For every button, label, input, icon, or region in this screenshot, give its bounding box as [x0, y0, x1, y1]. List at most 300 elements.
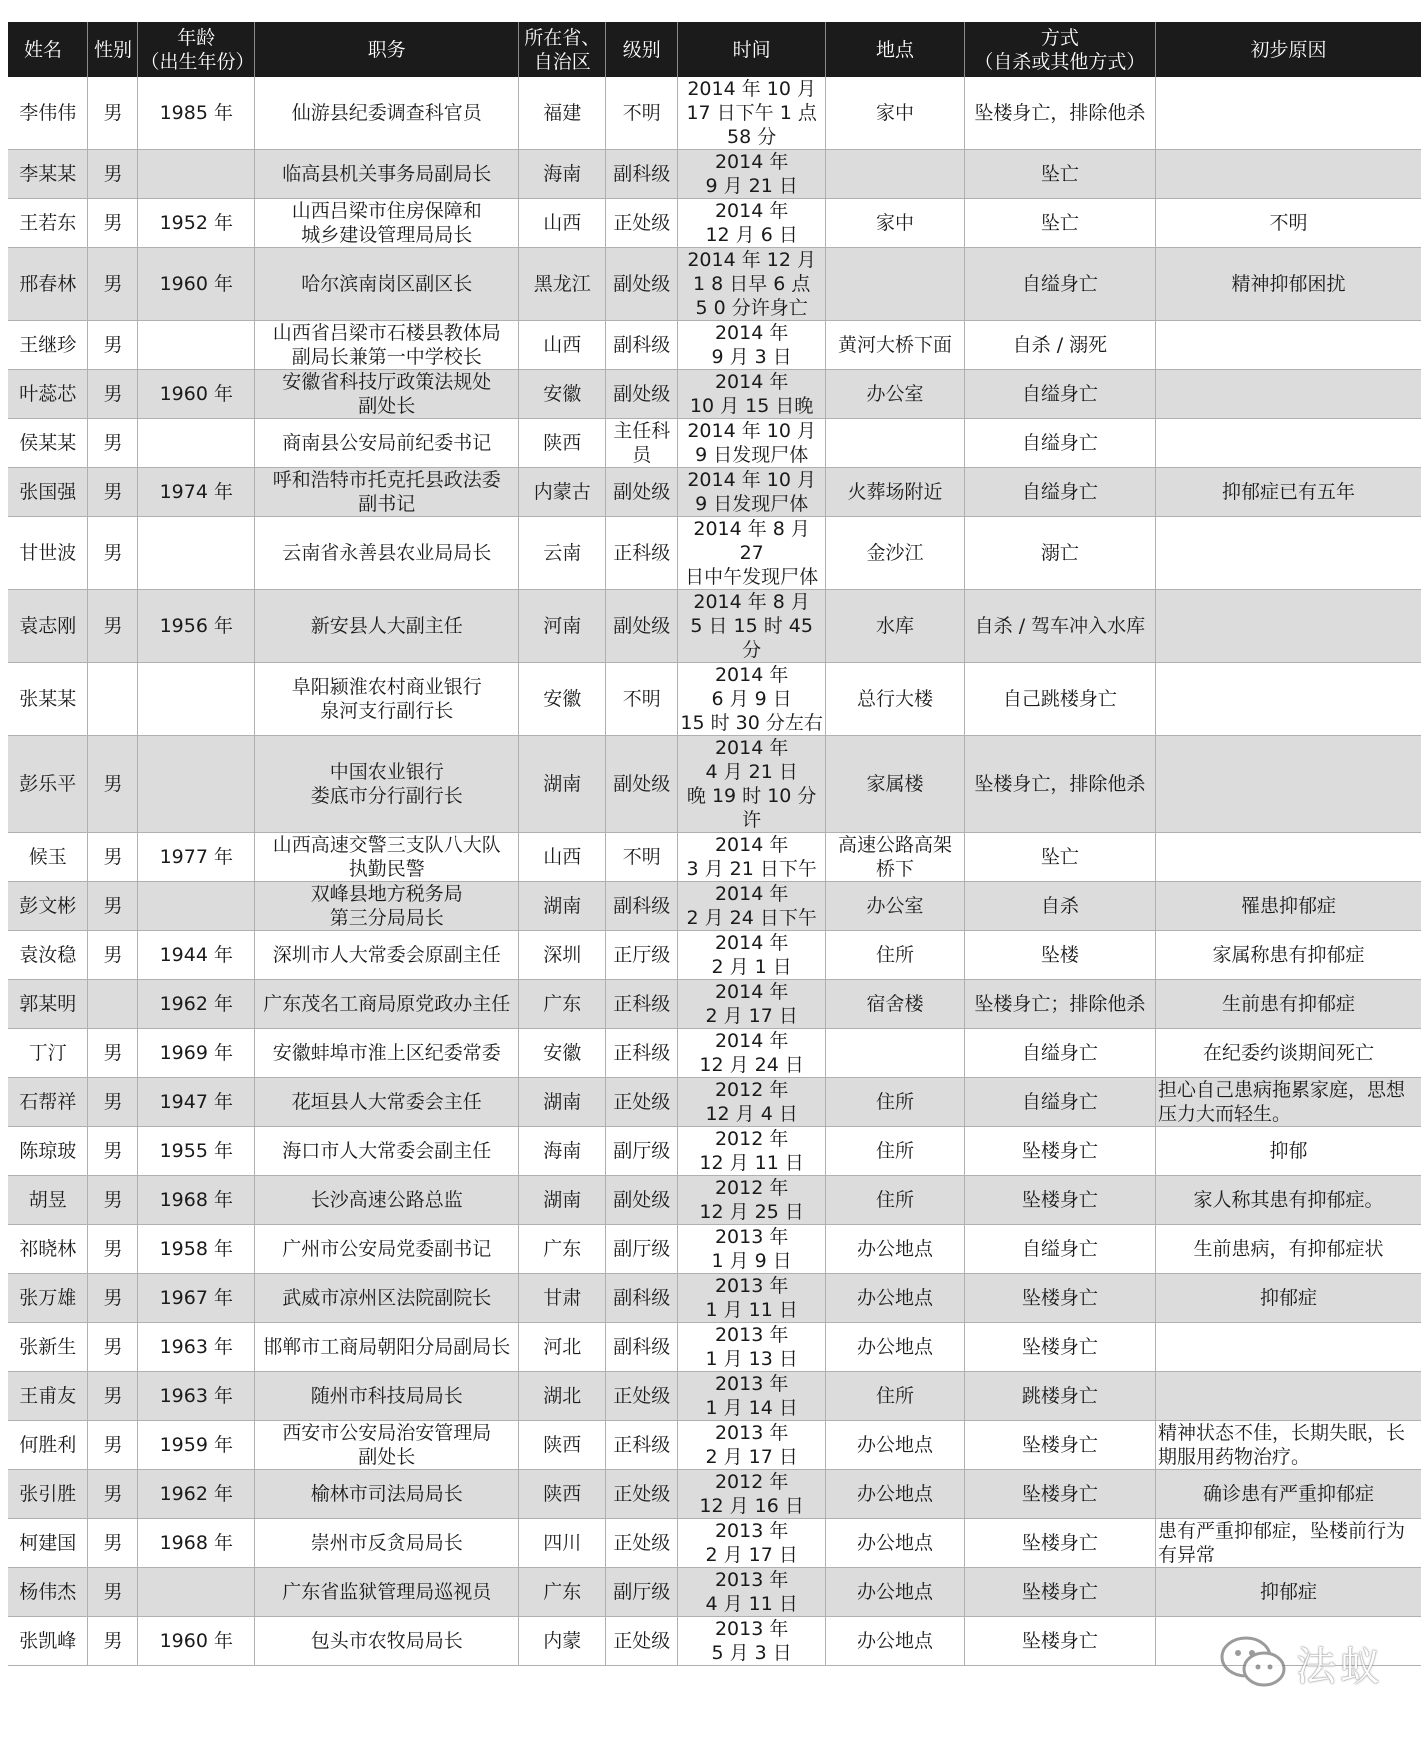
cell-method: 坠亡: [964, 833, 1155, 882]
cell-rank: 副处级: [606, 590, 678, 663]
cell-province: 广东: [519, 1568, 606, 1617]
cell-time: 2013 年 1 月 14 日: [678, 1372, 826, 1421]
cell-name: 王甫友: [8, 1372, 88, 1421]
cell-gender: 男: [88, 1519, 138, 1568]
cell-time: 2013 年 5 月 3 日: [678, 1617, 826, 1666]
cell-name: 侯某某: [8, 419, 88, 468]
cell-rank: 副处级: [606, 370, 678, 419]
cell-age: 1968 年: [138, 1519, 255, 1568]
cell-name: 李伟伟: [8, 77, 88, 150]
cell-reason: [1155, 1372, 1421, 1421]
cell-gender: 男: [88, 1617, 138, 1666]
cell-age: 1963 年: [138, 1323, 255, 1372]
cell-reason: 担心自己患病拖累家庭，思想 压力大而轻生。: [1155, 1078, 1421, 1127]
cell-place: 办公室: [826, 370, 965, 419]
cell-rank: 主任科 员: [606, 419, 678, 468]
cell-time: 2014 年 10 月 15 日晚: [678, 370, 826, 419]
cell-position: 阜阳颍淮农村商业银行 泉河支行副行长: [255, 663, 519, 736]
wechat-icon: [1218, 1633, 1290, 1691]
cell-time: 2014 年 9 月 3 日: [678, 321, 826, 370]
cell-name: 王继珍: [8, 321, 88, 370]
cell-province: 陕西: [519, 1470, 606, 1519]
cell-position: 商南县公安局前纪委书记: [255, 419, 519, 468]
cell-reason: 在纪委约谈期间死亡: [1155, 1029, 1421, 1078]
cell-rank: 正处级: [606, 1617, 678, 1666]
table-row: [8, 1029, 1421, 1078]
cell-province: 湖南: [519, 736, 606, 833]
cell-method: 坠楼身亡，排除他杀: [964, 736, 1155, 833]
cell-method: 坠亡: [964, 150, 1155, 199]
cell-place: 办公室: [826, 882, 965, 931]
cell-age: 1944 年: [138, 931, 255, 980]
cell-age: 1962 年: [138, 980, 255, 1029]
cell-age: 1985 年: [138, 77, 255, 150]
cell-province: 湖南: [519, 882, 606, 931]
cell-province: 湖北: [519, 1372, 606, 1421]
table-row: [8, 1176, 1421, 1225]
cell-province: 安徽: [519, 663, 606, 736]
cell-rank: 副科级: [606, 1323, 678, 1372]
cell-age: [138, 517, 255, 590]
cell-age: [138, 419, 255, 468]
cell-gender: 男: [88, 1127, 138, 1176]
cell-position: 哈尔滨南岗区副区长: [255, 248, 519, 321]
cell-rank: 副厅级: [606, 1568, 678, 1617]
cell-place: 家中: [826, 199, 965, 248]
cell-rank: 正处级: [606, 1519, 678, 1568]
cell-age: [138, 736, 255, 833]
cell-place: 办公地点: [826, 1617, 965, 1666]
cell-province: 海南: [519, 1127, 606, 1176]
cell-age: [138, 150, 255, 199]
cell-method: 自缢身亡: [964, 370, 1155, 419]
cell-name: 胡昱: [8, 1176, 88, 1225]
header-reason: 初步原因: [1155, 22, 1421, 77]
cell-place: 办公地点: [826, 1470, 965, 1519]
cell-position: 包头市农牧局局长: [255, 1617, 519, 1666]
cell-age: 1969 年: [138, 1029, 255, 1078]
header-method: 方式 （自杀或其他方式）: [964, 22, 1155, 77]
table-row: [8, 663, 1421, 736]
cell-name: 邢春林: [8, 248, 88, 321]
cell-gender: 男: [88, 833, 138, 882]
watermark: [1218, 1633, 1403, 1695]
cell-place: 高速公路高架 桥下: [826, 833, 965, 882]
cell-method: 坠楼身亡: [964, 1127, 1155, 1176]
cell-place: 办公地点: [826, 1568, 965, 1617]
cell-time: 2012 年 12 月 16 日: [678, 1470, 826, 1519]
cell-position: 花垣县人大常委会主任: [255, 1078, 519, 1127]
cell-time: 2014 年 10 月 17 日下午 1 点 58 分: [678, 77, 826, 150]
cell-rank: 副厅级: [606, 1225, 678, 1274]
cell-position: 随州市科技局局长: [255, 1372, 519, 1421]
cell-time: 2014 年 8 月 27 日中午发现尸体: [678, 517, 826, 590]
cell-method: 坠楼身亡: [964, 1421, 1155, 1470]
cell-method: 坠楼身亡: [964, 1617, 1155, 1666]
cell-rank: 正处级: [606, 199, 678, 248]
cell-province: 山西: [519, 321, 606, 370]
cell-method: 自缢身亡: [964, 468, 1155, 517]
cell-province: 湖南: [519, 1176, 606, 1225]
cell-age: [138, 1568, 255, 1617]
cell-name: 叶蕊芯: [8, 370, 88, 419]
cell-gender: 男: [88, 736, 138, 833]
cell-time: 2013 年 1 月 13 日: [678, 1323, 826, 1372]
cell-time: 2012 年 12 月 25 日: [678, 1176, 826, 1225]
cell-method: 自缢身亡: [964, 1225, 1155, 1274]
cell-reason: 罹患抑郁症: [1155, 882, 1421, 931]
table-row: [8, 1323, 1421, 1372]
cell-method: 自杀 / 溺死: [964, 321, 1155, 370]
cell-method: 跳楼身亡: [964, 1372, 1155, 1421]
cell-method: 坠楼身亡: [964, 1323, 1155, 1372]
cell-method: 自缢身亡: [964, 1078, 1155, 1127]
header-place: 地点: [826, 22, 965, 77]
cell-place: [826, 1029, 965, 1078]
cell-rank: 副科级: [606, 1274, 678, 1323]
table-row: [8, 321, 1421, 370]
cell-reason: [1155, 150, 1421, 199]
cell-method: 自己跳楼身亡: [964, 663, 1155, 736]
cell-rank: 副处级: [606, 1176, 678, 1225]
cell-place: [826, 150, 965, 199]
cell-name: 张新生: [8, 1323, 88, 1372]
cell-gender: 男: [88, 590, 138, 663]
cell-place: 金沙江: [826, 517, 965, 590]
cell-time: 2014 年 3 月 21 日下午: [678, 833, 826, 882]
cell-position: 安徽蚌埠市淮上区纪委常委: [255, 1029, 519, 1078]
cell-method: 坠楼身亡: [964, 1274, 1155, 1323]
cell-reason: 抑郁症已有五年: [1155, 468, 1421, 517]
cell-reason: [1155, 321, 1421, 370]
cell-time: 2014 年 4 月 21 日 晚 19 时 10 分许: [678, 736, 826, 833]
cell-time: 2014 年 2 月 1 日: [678, 931, 826, 980]
cell-position: 西安市公安局治安管理局 副处长: [255, 1421, 519, 1470]
cell-province: 海南: [519, 150, 606, 199]
cell-time: 2014 年 6 月 9 日 15 时 30 分左右: [678, 663, 826, 736]
cell-place: 办公地点: [826, 1274, 965, 1323]
cell-rank: 正科级: [606, 1029, 678, 1078]
cell-place: 宿舍楼: [826, 980, 965, 1029]
cell-name: 张国强: [8, 468, 88, 517]
cell-province: 云南: [519, 517, 606, 590]
cell-rank: 不明: [606, 77, 678, 150]
cell-rank: 副科级: [606, 321, 678, 370]
table-row: [8, 1127, 1421, 1176]
table-row: [8, 199, 1421, 248]
cell-age: 1947 年: [138, 1078, 255, 1127]
table-row: [8, 1372, 1421, 1421]
cell-rank: 副处级: [606, 248, 678, 321]
cell-province: 安徽: [519, 370, 606, 419]
cell-reason: [1155, 833, 1421, 882]
cell-place: 办公地点: [826, 1519, 965, 1568]
cell-age: 1959 年: [138, 1421, 255, 1470]
cell-province: 广东: [519, 980, 606, 1029]
cell-reason: [1155, 419, 1421, 468]
table-row: [8, 833, 1421, 882]
cell-age: 1955 年: [138, 1127, 255, 1176]
cell-name: 李某某: [8, 150, 88, 199]
cell-age: 1968 年: [138, 1176, 255, 1225]
table-row: [8, 468, 1421, 517]
cell-reason: 家人称其患有抑郁症。: [1155, 1176, 1421, 1225]
cell-position: 长沙高速公路总监: [255, 1176, 519, 1225]
cell-time: 2014 年 12 月 1 8 日早 6 点 5 0 分许身亡: [678, 248, 826, 321]
cell-reason: [1155, 517, 1421, 590]
cell-age: [138, 321, 255, 370]
table-row: [8, 517, 1421, 590]
cell-place: 火葬场附近: [826, 468, 965, 517]
cell-place: 家属楼: [826, 736, 965, 833]
cell-gender: 男: [88, 199, 138, 248]
cell-position: 榆林市司法局局长: [255, 1470, 519, 1519]
cell-place: 办公地点: [826, 1225, 965, 1274]
cell-position: 双峰县地方税务局 第三分局局长: [255, 882, 519, 931]
cell-reason: 患有严重抑郁症，坠楼前行为 有异常: [1155, 1519, 1421, 1568]
cell-place: 总行大楼: [826, 663, 965, 736]
cell-province: 湖南: [519, 1078, 606, 1127]
cell-time: 2014 年 8 月 5 日 15 时 45 分: [678, 590, 826, 663]
cell-rank: 不明: [606, 833, 678, 882]
cell-name: 何胜利: [8, 1421, 88, 1470]
cell-age: 1977 年: [138, 833, 255, 882]
cell-name: 彭乐平: [8, 736, 88, 833]
table-row: [8, 1274, 1421, 1323]
cell-age: 1956 年: [138, 590, 255, 663]
cell-gender: 男: [88, 1470, 138, 1519]
cell-position: 深圳市人大常委会原副主任: [255, 931, 519, 980]
cell-position: 广东省监狱管理局巡视员: [255, 1568, 519, 1617]
cell-name: 郭某明: [8, 980, 88, 1029]
cell-age: 1974 年: [138, 468, 255, 517]
cell-position: 新安县人大副主任: [255, 590, 519, 663]
table-row: [8, 736, 1421, 833]
cell-place: [826, 248, 965, 321]
cell-name: 杨伟杰: [8, 1568, 88, 1617]
cell-rank: 正处级: [606, 1372, 678, 1421]
cell-name: 彭文彬: [8, 882, 88, 931]
cell-position: 广东茂名工商局原党政办主任: [255, 980, 519, 1029]
cell-reason: 抑郁症: [1155, 1274, 1421, 1323]
cell-province: 甘肃: [519, 1274, 606, 1323]
header-gender: 性别: [88, 22, 138, 77]
cell-position: 邯郸市工商局朝阳分局副局长: [255, 1323, 519, 1372]
cell-rank: 正科级: [606, 980, 678, 1029]
cell-name: 陈琼玻: [8, 1127, 88, 1176]
cell-time: 2013 年 1 月 11 日: [678, 1274, 826, 1323]
cell-rank: 副厅级: [606, 1127, 678, 1176]
header-province: 所在省、 自治区: [519, 22, 606, 77]
cell-method: 坠楼身亡: [964, 1519, 1155, 1568]
cell-time: 2013 年 2 月 17 日: [678, 1519, 826, 1568]
cell-name: 袁志刚: [8, 590, 88, 663]
cell-name: 甘世波: [8, 517, 88, 590]
officials-table: [8, 22, 1421, 1666]
cell-name: 柯建国: [8, 1519, 88, 1568]
table-row: [8, 882, 1421, 931]
cell-place: 住所: [826, 1372, 965, 1421]
cell-province: 山西: [519, 833, 606, 882]
cell-reason: 精神状态不佳，长期失眠，长 期服用药物治疗。: [1155, 1421, 1421, 1470]
cell-position: 安徽省科技厅政策法规处 副处长: [255, 370, 519, 419]
cell-position: 仙游县纪委调查科官员: [255, 77, 519, 150]
cell-province: 深圳: [519, 931, 606, 980]
table-row: [8, 1568, 1421, 1617]
cell-time: 2013 年 4 月 11 日: [678, 1568, 826, 1617]
cell-reason: 精神抑郁困扰: [1155, 248, 1421, 321]
cell-place: 办公地点: [826, 1323, 965, 1372]
cell-rank: 正科级: [606, 517, 678, 590]
cell-province: 黑龙江: [519, 248, 606, 321]
cell-name: 祁晓林: [8, 1225, 88, 1274]
cell-rank: 副科级: [606, 882, 678, 931]
cell-rank: 副处级: [606, 468, 678, 517]
table-row: [8, 980, 1421, 1029]
table-row: [8, 1617, 1421, 1666]
cell-position: 呼和浩特市托克托县政法委 副书记: [255, 468, 519, 517]
cell-reason: [1155, 77, 1421, 150]
cell-reason: [1155, 1323, 1421, 1372]
cell-time: 2014 年 9 月 21 日: [678, 150, 826, 199]
cell-province: 内蒙古: [519, 468, 606, 517]
cell-gender: 男: [88, 1078, 138, 1127]
cell-name: 王若东: [8, 199, 88, 248]
cell-gender: 男: [88, 882, 138, 931]
cell-age: 1962 年: [138, 1470, 255, 1519]
cell-method: 自缢身亡: [964, 419, 1155, 468]
cell-rank: 副处级: [606, 736, 678, 833]
cell-reason: [1155, 663, 1421, 736]
cell-time: 2014 年 2 月 24 日下午: [678, 882, 826, 931]
cell-name: 石帮祥: [8, 1078, 88, 1127]
cell-gender: 男: [88, 468, 138, 517]
cell-method: 坠楼身亡: [964, 1470, 1155, 1519]
cell-gender: 男: [88, 1274, 138, 1323]
cell-gender: 男: [88, 248, 138, 321]
cell-province: 内蒙: [519, 1617, 606, 1666]
cell-name: 张万雄: [8, 1274, 88, 1323]
header-age: 年龄 （出生年份）: [138, 22, 255, 77]
cell-age: 1960 年: [138, 1617, 255, 1666]
cell-reason: [1155, 370, 1421, 419]
cell-place: 住所: [826, 1176, 965, 1225]
table-row: [8, 1078, 1421, 1127]
cell-province: 陕西: [519, 1421, 606, 1470]
cell-reason: 抑郁症: [1155, 1568, 1421, 1617]
table-row: [8, 1421, 1421, 1470]
cell-name: 丁汀: [8, 1029, 88, 1078]
cell-reason: 生前患病，有抑郁症状: [1155, 1225, 1421, 1274]
cell-place: 办公地点: [826, 1421, 965, 1470]
cell-gender: [88, 663, 138, 736]
cell-place: 住所: [826, 931, 965, 980]
cell-gender: 男: [88, 419, 138, 468]
cell-reason: 不明: [1155, 199, 1421, 248]
cell-reason: 确诊患有严重抑郁症: [1155, 1470, 1421, 1519]
cell-position: 崇州市反贪局局长: [255, 1519, 519, 1568]
table-row: [8, 1470, 1421, 1519]
cell-age: 1963 年: [138, 1372, 255, 1421]
cell-time: 2012 年 12 月 11 日: [678, 1127, 826, 1176]
cell-gender: 男: [88, 517, 138, 590]
cell-gender: 男: [88, 77, 138, 150]
cell-method: 坠楼身亡: [964, 1176, 1155, 1225]
cell-province: 福建: [519, 77, 606, 150]
cell-gender: 男: [88, 1225, 138, 1274]
cell-age: 1960 年: [138, 370, 255, 419]
table-row: [8, 931, 1421, 980]
cell-rank: 正科级: [606, 1421, 678, 1470]
cell-province: 陕西: [519, 419, 606, 468]
cell-age: 1952 年: [138, 199, 255, 248]
cell-gender: 男: [88, 1421, 138, 1470]
cell-method: 自缢身亡: [964, 1029, 1155, 1078]
cell-position: 山西高速交警三支队八大队 执勤民警: [255, 833, 519, 882]
cell-time: 2014 年 2 月 17 日: [678, 980, 826, 1029]
cell-name: 张某某: [8, 663, 88, 736]
cell-position: 山西省吕梁市石楼县教体局 副局长兼第一中学校长: [255, 321, 519, 370]
header-name: 姓名: [8, 22, 88, 77]
table-row: [8, 1225, 1421, 1274]
cell-province: 河北: [519, 1323, 606, 1372]
watermark-text: 法蚁: [1296, 1644, 1384, 1690]
cell-gender: 男: [88, 1323, 138, 1372]
cell-gender: 男: [88, 1029, 138, 1078]
cell-place: 水库: [826, 590, 965, 663]
cell-time: 2014 年 12 月 24 日: [678, 1029, 826, 1078]
table-row: [8, 77, 1421, 150]
cell-rank: 正处级: [606, 1470, 678, 1519]
cell-time: 2014 年 12 月 6 日: [678, 199, 826, 248]
cell-position: 中国农业银行 娄底市分行副行长: [255, 736, 519, 833]
cell-position: 海口市人大常委会副主任: [255, 1127, 519, 1176]
cell-gender: 男: [88, 370, 138, 419]
cell-province: 广东: [519, 1225, 606, 1274]
cell-method: 坠亡: [964, 199, 1155, 248]
header-time: 时间: [678, 22, 826, 77]
cell-rank: 正处级: [606, 1078, 678, 1127]
cell-name: 袁汝稳: [8, 931, 88, 980]
cell-position: 云南省永善县农业局局长: [255, 517, 519, 590]
cell-province: 河南: [519, 590, 606, 663]
cell-gender: 男: [88, 1176, 138, 1225]
cell-reason: 生前患有抑郁症: [1155, 980, 1421, 1029]
cell-method: 坠楼身亡: [964, 1568, 1155, 1617]
table-row: [8, 1519, 1421, 1568]
cell-position: 临高县机关事务局副局长: [255, 150, 519, 199]
cell-rank: 不明: [606, 663, 678, 736]
cell-reason: 抑郁: [1155, 1127, 1421, 1176]
cell-age: 1960 年: [138, 248, 255, 321]
header-position: 职务: [255, 22, 519, 77]
table-row: [8, 590, 1421, 663]
cell-place: 黄河大桥下面: [826, 321, 965, 370]
table-row: [8, 248, 1421, 321]
cell-gender: 男: [88, 321, 138, 370]
cell-time: 2013 年 1 月 9 日: [678, 1225, 826, 1274]
cell-time: 2012 年 12 月 4 日: [678, 1078, 826, 1127]
cell-gender: [88, 980, 138, 1029]
cell-province: 安徽: [519, 1029, 606, 1078]
table-row: [8, 370, 1421, 419]
cell-position: 武威市凉州区法院副院长: [255, 1274, 519, 1323]
cell-gender: 男: [88, 150, 138, 199]
cell-method: 自缢身亡: [964, 248, 1155, 321]
cell-province: 山西: [519, 199, 606, 248]
cell-time: 2014 年 10 月 9 日发现尸体: [678, 468, 826, 517]
cell-method: 自杀: [964, 882, 1155, 931]
